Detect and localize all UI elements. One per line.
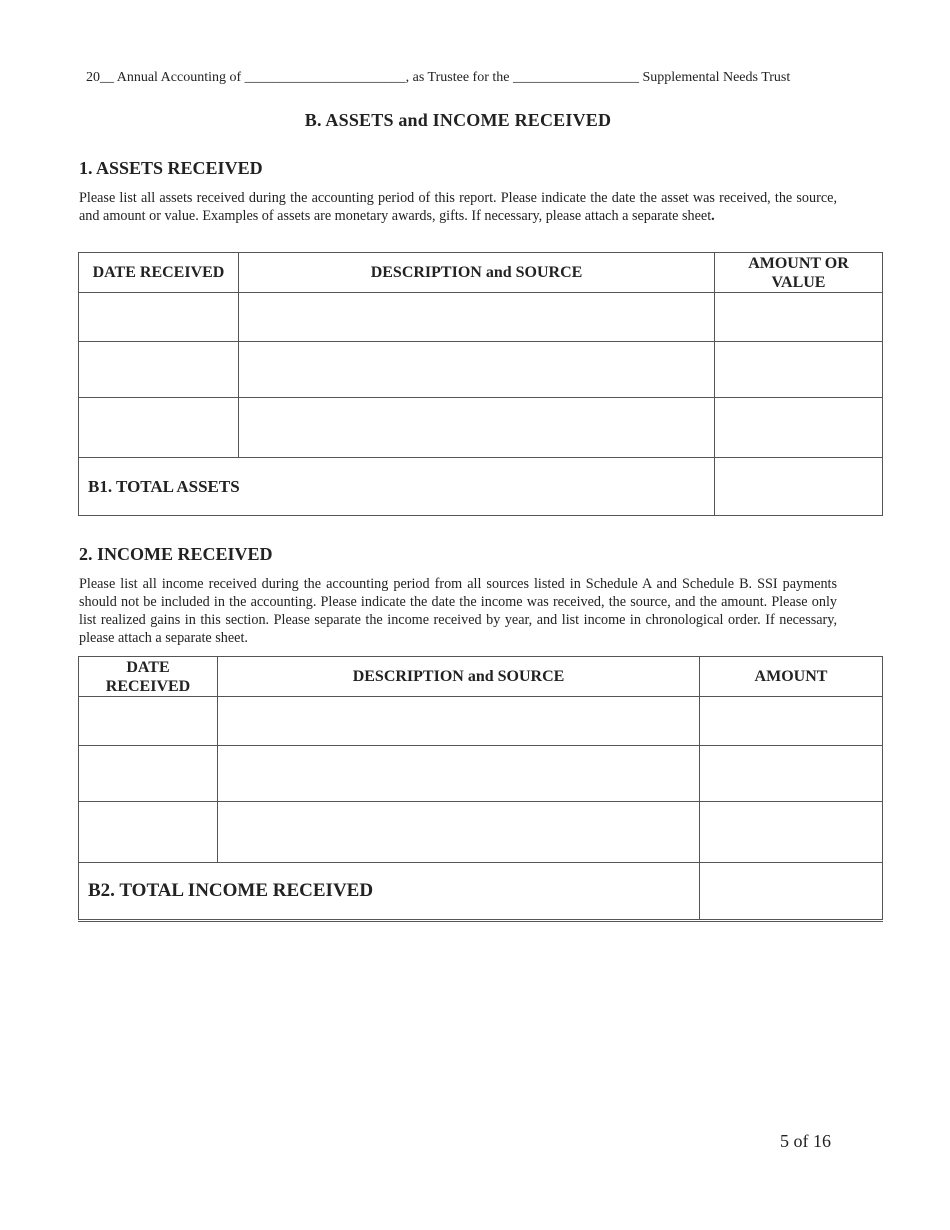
assets-heading: 1. ASSETS RECEIVED — [79, 158, 263, 178]
income-amount-cell[interactable] — [700, 697, 883, 746]
assets-col-date-received: DATE RECEIVED — [79, 253, 239, 293]
assets-date-cell[interactable] — [79, 342, 239, 398]
total-assets-amount-cell[interactable] — [715, 458, 883, 516]
assets-amount-cell[interactable] — [715, 342, 883, 398]
income-col-date-line2: RECEIVED — [105, 677, 191, 695]
income-col-amount: AMOUNT — [700, 657, 883, 697]
income-total-row — [79, 863, 883, 921]
income-entry-row — [79, 802, 883, 863]
income-entry-row — [79, 746, 883, 802]
assets-date-cell[interactable] — [79, 293, 239, 342]
income-entry-row — [79, 697, 883, 746]
assets-col-description-source: DESCRIPTION and SOURCE — [239, 253, 715, 293]
assets-description-cell[interactable] — [239, 342, 715, 398]
income-col-date-line1: DATE — [126, 658, 170, 676]
assets-entry-row — [79, 293, 883, 342]
income-date-cell[interactable] — [79, 746, 218, 802]
assets-instructions-text: Please list all assets received during the accounting period of this report. Please indicate the date the asset was received, the source, and amount or value. Examples of assets are monetary awards, gifts. If necessary, please attach a separate sheet — [79, 190, 837, 224]
income-table-header-row — [79, 657, 883, 697]
income-table — [78, 656, 883, 922]
assets-table-header-row — [79, 253, 883, 293]
income-description-cell[interactable] — [218, 746, 700, 802]
assets-amount-cell[interactable] — [715, 398, 883, 458]
assets-instructions-end: . — [711, 208, 715, 224]
income-col-date-received — [79, 657, 218, 697]
income-date-cell[interactable] — [79, 802, 218, 863]
section-title: B. ASSETS and INCOME RECEIVED — [304, 110, 612, 130]
assets-col-amount-value — [715, 253, 883, 293]
assets-col-amount-line2: VALUE — [771, 273, 826, 291]
assets-table — [78, 252, 883, 516]
assets-total-row — [79, 458, 883, 516]
assets-entry-row — [79, 342, 883, 398]
income-amount-cell[interactable] — [700, 802, 883, 863]
total-income-amount-cell[interactable] — [700, 863, 883, 921]
assets-date-cell[interactable] — [79, 398, 239, 458]
income-col-description-source: DESCRIPTION and SOURCE — [218, 657, 700, 697]
income-date-cell[interactable] — [79, 697, 218, 746]
assets-entry-row — [79, 398, 883, 458]
assets-description-cell[interactable] — [239, 398, 715, 458]
assets-amount-cell[interactable] — [715, 293, 883, 342]
income-amount-cell[interactable] — [700, 746, 883, 802]
total-assets-label: B1. TOTAL ASSETS — [79, 458, 715, 516]
income-instructions: Please list all income received during the accounting period from all sources listed in Schedule A and Schedule B. SSI payments should not be included in the accounting. Please indicate the date the income was received, the source, and the amount. Please only list realized gains in this section. Please separate the income received by year, and list income in chronological order. If necessary, please attach a separate sheet. — [79, 576, 837, 646]
assets-col-amount-line1: AMOUNT OR — [748, 254, 849, 272]
accounting-header-line: 20__ Annual Accounting of _______________________, as Trustee for the __________________ Supplemental Needs Trust — [86, 70, 791, 85]
income-description-cell[interactable] — [218, 802, 700, 863]
income-heading: 2. INCOME RECEIVED — [79, 544, 273, 564]
total-income-label: B2. TOTAL INCOME RECEIVED — [79, 863, 700, 921]
page-number: 5 of 16 — [780, 1131, 831, 1151]
assets-instructions — [79, 189, 837, 225]
income-description-cell[interactable] — [218, 697, 700, 746]
assets-description-cell[interactable] — [239, 293, 715, 342]
